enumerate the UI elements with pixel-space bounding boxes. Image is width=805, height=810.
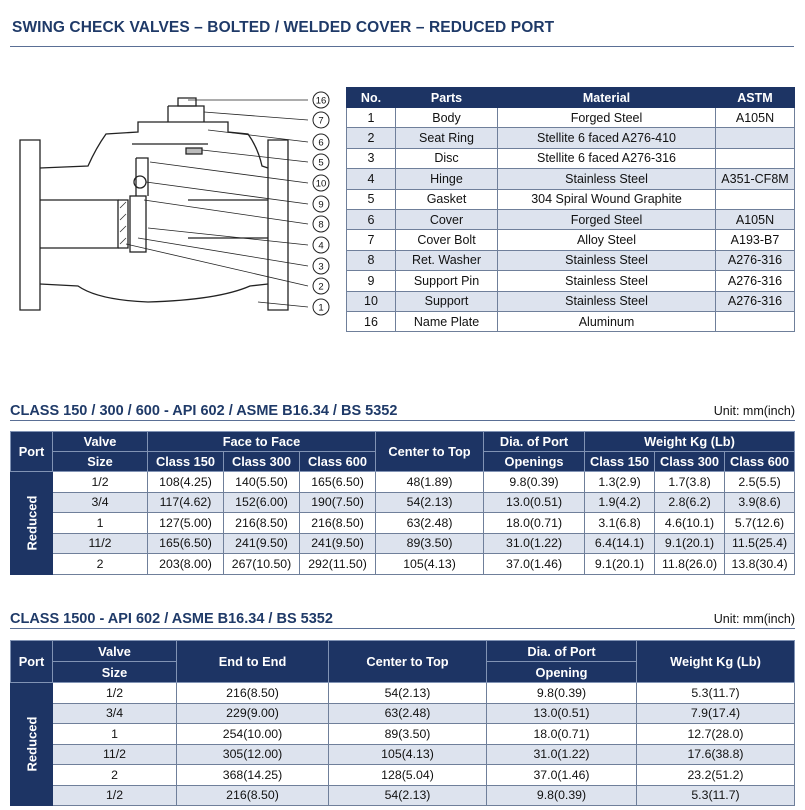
parts-cell: Stellite 6 faced A276-316 xyxy=(498,148,716,168)
table-cell: 13.0(0.51) xyxy=(487,703,637,724)
col-header-opening: Opening xyxy=(487,662,637,683)
callout-label: 8 xyxy=(318,219,324,231)
table-cell: 37.0(1.46) xyxy=(487,765,637,786)
callout-label: 3 xyxy=(318,261,324,273)
table-cell: 165(6.50) xyxy=(300,472,376,493)
table-cell: 190(7.50) xyxy=(300,492,376,513)
parts-row xyxy=(347,108,795,128)
table-cell: 7.9(17.4) xyxy=(637,703,795,724)
parts-row xyxy=(347,291,795,311)
table-cell: 105(4.13) xyxy=(329,744,487,765)
col-header-end-to-end: End to End xyxy=(177,641,329,683)
parts-cell: 7 xyxy=(347,230,396,250)
table-row xyxy=(11,683,795,704)
valve-section-drawing xyxy=(18,88,348,328)
parts-cell: 304 Spiral Wound Graphite xyxy=(498,189,716,209)
parts-cell: Stainless Steel xyxy=(498,250,716,270)
table-row xyxy=(11,703,795,724)
parts-cell xyxy=(716,189,795,209)
parts-cell: Aluminum xyxy=(498,311,716,331)
table-cell: 108(4.25) xyxy=(148,472,224,493)
parts-cell: Support Pin xyxy=(396,271,498,291)
table-cell: 1 xyxy=(53,724,177,745)
parts-cell: Disc xyxy=(396,148,498,168)
parts-cell: Forged Steel xyxy=(498,108,716,128)
table-cell: 18.0(0.71) xyxy=(487,724,637,745)
table-cell: 241(9.50) xyxy=(224,533,300,554)
table-cell: 216(8.50) xyxy=(300,513,376,534)
col-header-wt-class300: Class 300 xyxy=(655,452,725,472)
table-cell: 89(3.50) xyxy=(329,724,487,745)
col-header-size: Size xyxy=(53,452,148,472)
table-cell: 128(5.04) xyxy=(329,765,487,786)
table-cell: 11/2 xyxy=(53,533,148,554)
col-header-no: No. xyxy=(347,88,396,108)
parts-cell: Stainless Steel xyxy=(498,291,716,311)
parts-cell: Forged Steel xyxy=(498,209,716,229)
table-cell: 11.5(25.4) xyxy=(725,533,795,554)
class1500-unit: Unit: mm(inch) xyxy=(713,612,795,626)
parts-cell: A276-316 xyxy=(716,291,795,311)
parts-cell: Name Plate xyxy=(396,311,498,331)
parts-row xyxy=(347,209,795,229)
col-header-wt-class600: Class 600 xyxy=(725,452,795,472)
table-cell: 3.1(6.8) xyxy=(585,513,655,534)
table-cell: 254(10.00) xyxy=(177,724,329,745)
parts-cell: 6 xyxy=(347,209,396,229)
parts-cell: Cover Bolt xyxy=(396,230,498,250)
parts-cell xyxy=(716,128,795,148)
parts-cell: 16 xyxy=(347,311,396,331)
table-cell: 63(2.48) xyxy=(329,703,487,724)
table-cell: 23.2(51.2) xyxy=(637,765,795,786)
parts-cell: 5 xyxy=(347,189,396,209)
col-header-port: Port xyxy=(11,641,53,683)
parts-cell: Support xyxy=(396,291,498,311)
table-cell: 1/2 xyxy=(53,785,177,806)
parts-cell: 9 xyxy=(347,271,396,291)
col-header-astm: ASTM xyxy=(716,88,795,108)
col-header-dia-port: Dia. of Port xyxy=(487,641,637,662)
class150-unit: Unit: mm(inch) xyxy=(713,404,795,418)
col-header-material: Material xyxy=(498,88,716,108)
parts-row xyxy=(347,311,795,331)
class1500-table xyxy=(10,640,795,806)
col-header-valve: Valve xyxy=(53,432,148,452)
port-type-cell xyxy=(11,472,53,575)
class1500-section-header xyxy=(10,609,795,629)
table-cell: 105(4.13) xyxy=(376,554,484,575)
col-header-size: Size xyxy=(53,662,177,683)
parts-cell: A276-316 xyxy=(716,250,795,270)
callout-label: 5 xyxy=(318,157,324,169)
table-cell: 13.0(0.51) xyxy=(484,492,585,513)
parts-cell: A193-B7 xyxy=(716,230,795,250)
port-type-label: Reduced xyxy=(24,495,39,551)
table-cell: 5.3(11.7) xyxy=(637,683,795,704)
table-cell: 1/2 xyxy=(53,472,148,493)
parts-cell: 2 xyxy=(347,128,396,148)
table-row xyxy=(11,724,795,745)
col-header-port: Port xyxy=(11,432,53,472)
parts-cell: Stellite 6 faced A276-410 xyxy=(498,128,716,148)
port-type-cell xyxy=(11,683,53,806)
parts-cell: Stainless Steel xyxy=(498,169,716,189)
table-row xyxy=(11,744,795,765)
table-row xyxy=(11,513,795,534)
parts-row xyxy=(347,250,795,270)
col-header-weight: Weight Kg (Lb) xyxy=(637,641,795,683)
table-cell: 11/2 xyxy=(53,744,177,765)
parts-cell: Gasket xyxy=(396,189,498,209)
table-cell: 241(9.50) xyxy=(300,533,376,554)
callout-label: 6 xyxy=(318,137,324,149)
table-cell: 13.8(30.4) xyxy=(725,554,795,575)
parts-cell: Ret. Washer xyxy=(396,250,498,270)
parts-row xyxy=(347,169,795,189)
parts-cell: A105N xyxy=(716,108,795,128)
parts-cell: A105N xyxy=(716,209,795,229)
parts-cell: Hinge xyxy=(396,169,498,189)
parts-cell: 3 xyxy=(347,148,396,168)
callout-label: 4 xyxy=(318,240,324,252)
parts-row xyxy=(347,271,795,291)
callout-label: 9 xyxy=(318,199,324,211)
table-cell: 216(8.50) xyxy=(177,785,329,806)
table-cell: 1 xyxy=(53,513,148,534)
table-cell: 31.0(1.22) xyxy=(484,533,585,554)
page-title: SWING CHECK VALVES – BOLTED / WELDED COVER – REDUCED PORT xyxy=(12,19,555,36)
parts-cell: 1 xyxy=(347,108,396,128)
table-cell: 140(5.50) xyxy=(224,472,300,493)
class1500-title: CLASS 1500 - API 602 / ASME B16.34 / BS 5352 xyxy=(10,611,333,627)
table-cell: 203(8.00) xyxy=(148,554,224,575)
table-cell: 54(2.13) xyxy=(329,785,487,806)
table-cell: 4.6(10.1) xyxy=(655,513,725,534)
table-cell: 3.9(8.6) xyxy=(725,492,795,513)
table-cell: 63(2.48) xyxy=(376,513,484,534)
class150-section-header xyxy=(10,401,795,421)
table-cell: 31.0(1.22) xyxy=(487,744,637,765)
table-row xyxy=(11,472,795,493)
table-cell: 292(11.50) xyxy=(300,554,376,575)
col-header-valve: Valve xyxy=(53,641,177,662)
parts-cell xyxy=(716,311,795,331)
col-header-face-to-face: Face to Face xyxy=(148,432,376,452)
table-cell: 89(3.50) xyxy=(376,533,484,554)
col-header-parts: Parts xyxy=(396,88,498,108)
table-cell: 11.8(26.0) xyxy=(655,554,725,575)
table-row xyxy=(11,765,795,786)
table-cell: 1/2 xyxy=(53,683,177,704)
table-cell: 165(6.50) xyxy=(148,533,224,554)
title-divider xyxy=(10,46,794,47)
table-row xyxy=(11,533,795,554)
parts-cell: Body xyxy=(396,108,498,128)
table-cell: 1.3(2.9) xyxy=(585,472,655,493)
parts-cell: 10 xyxy=(347,291,396,311)
table-cell: 1.9(4.2) xyxy=(585,492,655,513)
col-header-dia-port: Dia. of Port xyxy=(484,432,585,452)
callout-label: 1 xyxy=(318,302,324,314)
callout-label: 10 xyxy=(315,178,327,190)
table-cell: 48(1.89) xyxy=(376,472,484,493)
table-row xyxy=(11,554,795,575)
table-cell: 9.1(20.1) xyxy=(655,533,725,554)
table-cell: 2 xyxy=(53,554,148,575)
table-cell: 229(9.00) xyxy=(177,703,329,724)
parts-cell: Stainless Steel xyxy=(498,271,716,291)
parts-cell: 4 xyxy=(347,169,396,189)
table-cell: 2 xyxy=(53,765,177,786)
table-cell: 216(8.50) xyxy=(224,513,300,534)
table-cell: 1.7(3.8) xyxy=(655,472,725,493)
parts-table-header xyxy=(347,88,795,108)
table-row xyxy=(11,785,795,806)
parts-row xyxy=(347,230,795,250)
parts-cell: 8 xyxy=(347,250,396,270)
table-cell: 5.7(12.6) xyxy=(725,513,795,534)
callout-label: 7 xyxy=(318,115,324,127)
table-cell: 9.1(20.1) xyxy=(585,554,655,575)
table-cell: 305(12.00) xyxy=(177,744,329,765)
table-cell: 12.7(28.0) xyxy=(637,724,795,745)
table-cell: 9.8(0.39) xyxy=(487,683,637,704)
parts-cell: A276-316 xyxy=(716,271,795,291)
table-cell: 5.3(11.7) xyxy=(637,785,795,806)
col-header-ftf-class300: Class 300 xyxy=(224,452,300,472)
col-header-ftf-class150: Class 150 xyxy=(148,452,224,472)
port-type-label: Reduced xyxy=(24,716,39,772)
class150-title: CLASS 150 / 300 / 600 - API 602 / ASME B16.34 / BS 5352 xyxy=(10,403,398,419)
table-cell: 3/4 xyxy=(53,703,177,724)
parts-cell: Cover xyxy=(396,209,498,229)
table-cell: 17.6(38.8) xyxy=(637,744,795,765)
table-cell: 2.8(6.2) xyxy=(655,492,725,513)
parts-cell: Alloy Steel xyxy=(498,230,716,250)
table-cell: 54(2.13) xyxy=(329,683,487,704)
callout-label: 2 xyxy=(318,281,324,293)
col-header-center-to-top: Center to Top xyxy=(329,641,487,683)
table-cell: 267(10.50) xyxy=(224,554,300,575)
parts-table xyxy=(346,87,795,332)
parts-row xyxy=(347,148,795,168)
table-cell: 117(4.62) xyxy=(148,492,224,513)
parts-cell: A351-CF8M xyxy=(716,169,795,189)
col-header-openings: Openings xyxy=(484,452,585,472)
table-cell: 9.8(0.39) xyxy=(487,785,637,806)
table-cell: 9.8(0.39) xyxy=(484,472,585,493)
table-cell: 18.0(0.71) xyxy=(484,513,585,534)
parts-row xyxy=(347,128,795,148)
table-cell: 54(2.13) xyxy=(376,492,484,513)
parts-row xyxy=(347,189,795,209)
class150-table xyxy=(10,431,795,575)
col-header-ftf-class600: Class 600 xyxy=(300,452,376,472)
col-header-weight: Weight Kg (Lb) xyxy=(585,432,795,452)
table-cell: 37.0(1.46) xyxy=(484,554,585,575)
col-header-center-to-top: Center to Top xyxy=(376,432,484,472)
table-cell: 152(6.00) xyxy=(224,492,300,513)
table-cell: 127(5.00) xyxy=(148,513,224,534)
table-cell: 368(14.25) xyxy=(177,765,329,786)
table-cell: 3/4 xyxy=(53,492,148,513)
callout-label: 16 xyxy=(315,95,327,107)
table-cell: 216(8.50) xyxy=(177,683,329,704)
table-row xyxy=(11,492,795,513)
col-header-wt-class150: Class 150 xyxy=(585,452,655,472)
table-cell: 2.5(5.5) xyxy=(725,472,795,493)
table-cell: 6.4(14.1) xyxy=(585,533,655,554)
parts-cell xyxy=(716,148,795,168)
parts-cell: Seat Ring xyxy=(396,128,498,148)
